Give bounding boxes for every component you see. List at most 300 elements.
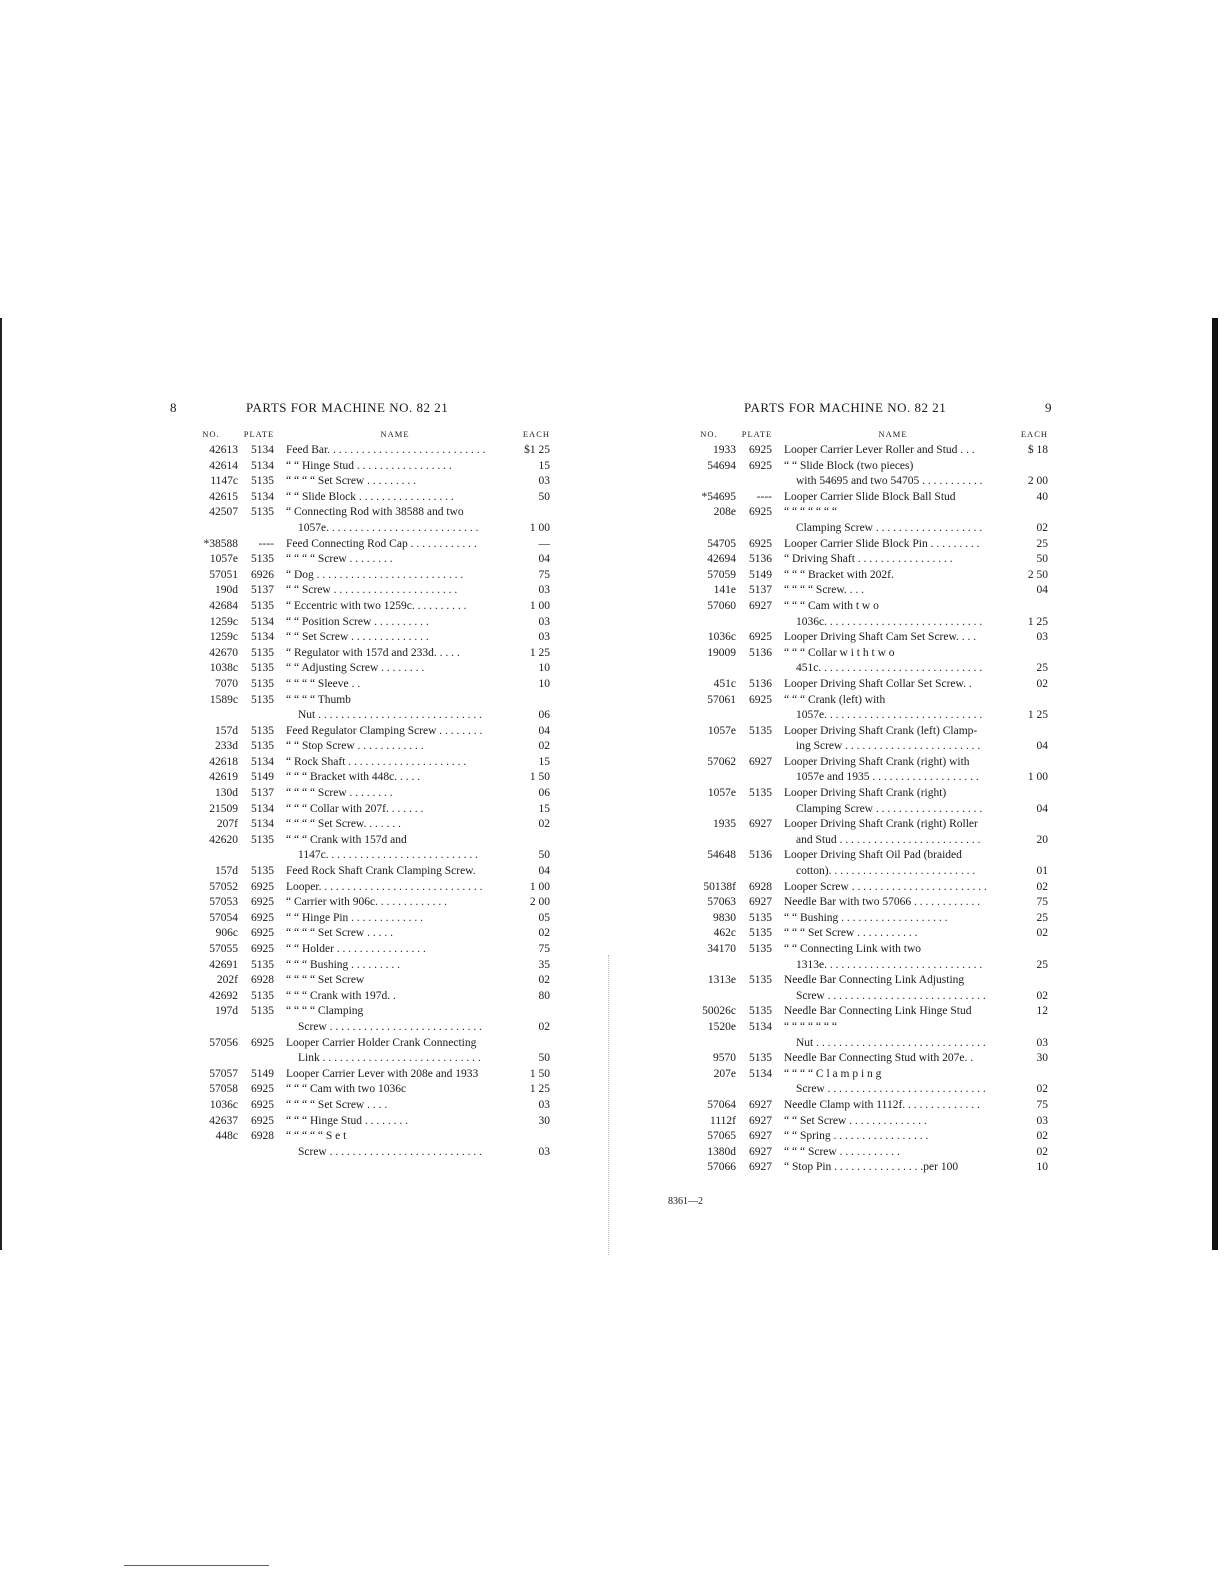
plate-number: 5134	[251, 631, 274, 644]
part-price: 06	[538, 709, 550, 722]
plate-number: 5135	[251, 958, 274, 971]
part-name: “ “ “ “ “ S e t	[286, 1130, 347, 1143]
plate-number	[736, 474, 778, 490]
page-fold	[608, 955, 610, 1255]
parts-row	[668, 521, 1048, 537]
plate-number: 6925	[251, 1083, 274, 1096]
part-name: “ Rock Shaft . . . . . . . . . . . . . . . . . . . . .	[286, 755, 467, 768]
plate-number: 5135	[251, 553, 274, 566]
part-number: 57054	[209, 911, 238, 924]
part-name: Nut . . . . . . . . . . . . . . . . . . . . . . . . . . . . . .	[796, 1036, 986, 1049]
plate-number: 6925	[749, 537, 772, 550]
left-page	[170, 400, 550, 1160]
col-plate: PLATE	[243, 429, 275, 439]
parts-row	[668, 770, 1048, 786]
parts-row	[668, 755, 1048, 771]
parts-row	[668, 630, 1048, 646]
part-number	[668, 958, 736, 974]
part-name: “ “ “ Bracket with 202f.	[784, 568, 894, 581]
part-number: 9830	[713, 911, 736, 924]
part-number	[668, 474, 736, 490]
part-price: 15	[538, 755, 550, 768]
parts-row	[170, 895, 550, 911]
plate-number: 5134	[251, 802, 274, 815]
part-number	[668, 1036, 736, 1052]
part-name: “ “ “ Collar with 207f. . . . . . .	[286, 802, 424, 815]
parts-row	[668, 708, 1048, 724]
part-name: with 54695 and two 54705 . . . . . . . . . . .	[796, 475, 983, 488]
parts-row	[170, 817, 550, 833]
plate-number: 5135	[251, 662, 274, 675]
plate-number: 5134	[251, 490, 274, 503]
part-name: “ “ “ Crank with 197d. .	[286, 989, 396, 1002]
part-price: 03	[1036, 1114, 1048, 1127]
left-running-title: PARTS FOR MACHINE NO. 82 21	[246, 400, 449, 415]
part-price: 05	[538, 911, 550, 924]
left-page-number: 8	[170, 400, 177, 415]
part-number: 42618	[209, 755, 238, 768]
bottom-link-line[interactable]	[124, 1565, 269, 1566]
part-number: 57061	[707, 693, 736, 706]
parts-row	[668, 926, 1048, 942]
plate-number: 5134	[251, 615, 274, 628]
part-name: Needle Bar with two 57066 . . . . . . . . . . . .	[784, 896, 981, 909]
part-name: Needle Bar Connecting Stud with 207e. .	[784, 1052, 974, 1065]
part-number	[668, 802, 736, 818]
parts-row	[668, 537, 1048, 553]
part-name: “ “ Spring . . . . . . . . . . . . . . . . .	[784, 1130, 929, 1143]
part-number: 57055	[209, 943, 238, 955]
part-name: 1147c. . . . . . . . . . . . . . . . . . . . . . . . . . .	[298, 849, 479, 862]
plate-number: 5135	[251, 989, 274, 1002]
plate-number: 6925	[749, 459, 772, 472]
part-name: “ “ “ “ Screw . . . . . . . .	[286, 787, 393, 800]
parts-row	[668, 1004, 1048, 1020]
plate-number: 5135	[749, 724, 772, 737]
part-name: “ “ “ Cam with two 1036c	[286, 1083, 407, 1096]
part-number: 42670	[209, 646, 238, 659]
part-name: 1057e. . . . . . . . . . . . . . . . . . . . . . . . . . . .	[796, 709, 983, 722]
plate-number: 5134	[749, 1067, 772, 1080]
plate-number: 5135	[251, 506, 274, 519]
part-name: Looper Driving Shaft Crank (left) Clamp-	[784, 724, 978, 737]
part-price: 03	[538, 1145, 550, 1158]
plate-number: 5149	[251, 771, 274, 784]
parts-row	[170, 490, 550, 506]
plate-number	[238, 848, 280, 864]
parts-row	[668, 1036, 1048, 1052]
part-price: 50	[538, 490, 550, 503]
part-name: “ Driving Shaft . . . . . . . . . . . . . . . . .	[784, 553, 953, 566]
part-price: 02	[538, 818, 550, 831]
part-name: 1057e and 1935 . . . . . . . . . . . . . . . . . . .	[796, 771, 979, 784]
part-price: 1 25	[1027, 709, 1048, 722]
part-number: 57051	[209, 568, 238, 581]
plate-number: 6927	[749, 755, 772, 768]
part-price: —	[538, 537, 550, 550]
part-number	[668, 770, 736, 786]
part-number	[668, 615, 736, 631]
col-name: NAME	[380, 429, 410, 439]
part-number: 57065	[707, 1130, 736, 1143]
part-price: 02	[1036, 927, 1048, 940]
part-name: Feed Rock Shaft Crank Clamping Screw.	[286, 865, 476, 878]
scan-edge-left	[0, 318, 2, 1250]
plate-number: 5134	[251, 818, 274, 831]
parts-row	[668, 474, 1048, 490]
plate-number: 5134	[251, 755, 274, 768]
part-price: 20	[1036, 833, 1048, 846]
plate-number: 5137	[749, 584, 772, 597]
part-number	[668, 833, 736, 849]
part-name: “ “ “ Screw . . . . . . . . . . .	[784, 1145, 900, 1158]
part-name: Looper Driving Shaft Oil Pad (braided	[784, 849, 962, 862]
plate-number	[736, 708, 778, 724]
part-name: “ “ “ “ Set Screw. . . . . . .	[286, 818, 401, 831]
part-price: 03	[538, 631, 550, 644]
part-number	[668, 989, 736, 1005]
plate-number: 5135	[251, 1005, 274, 1018]
part-number: 130d	[215, 787, 238, 800]
part-price: 04	[538, 865, 550, 878]
part-number: 1935	[713, 818, 736, 831]
part-number: 190d	[215, 584, 238, 597]
part-name: “ “ Hinge Pin . . . . . . . . . . . . .	[286, 911, 424, 924]
plate-number: 6925	[251, 880, 274, 893]
part-name: Link . . . . . . . . . . . . . . . . . . . . . . . . . . . .	[298, 1052, 481, 1065]
parts-row	[170, 1082, 550, 1098]
part-name: “ “ Set Screw . . . . . . . . . . . . . .	[286, 631, 429, 644]
part-price: 02	[1036, 1083, 1048, 1096]
plate-number: 5137	[251, 584, 274, 597]
part-name: Looper Carrier Lever with 208e and 1933	[286, 1067, 479, 1080]
plate-number	[736, 521, 778, 537]
plate-number: 6925	[251, 911, 274, 924]
part-price: 02	[1036, 989, 1048, 1002]
part-number: 1589c	[209, 693, 238, 706]
part-number: 57064	[707, 1098, 736, 1111]
plate-number: 5135	[749, 1005, 772, 1018]
part-price: 03	[538, 615, 550, 628]
part-number: 7070	[215, 677, 238, 690]
part-name: Nut . . . . . . . . . . . . . . . . . . . . . . . . . . . . .	[298, 709, 482, 722]
parts-row	[668, 677, 1048, 693]
part-price: 1 50	[529, 1067, 550, 1080]
parts-row	[170, 459, 550, 475]
parts-row	[170, 583, 550, 599]
part-number: 57066	[707, 1161, 736, 1174]
plate-number: 6925	[251, 1114, 274, 1127]
parts-row	[668, 693, 1048, 709]
part-name: “ “ “ Crank with 157d and	[286, 833, 407, 846]
plate-number: 5135	[251, 724, 274, 737]
part-price: 02	[1036, 1145, 1048, 1158]
parts-row	[170, 833, 550, 849]
part-price: 1 00	[529, 880, 550, 893]
part-name: Looper Carrier Lever Roller and Stud . . .	[784, 444, 975, 456]
part-price	[1008, 942, 1048, 958]
part-price: 02	[538, 1020, 550, 1033]
part-price: 1 25	[529, 646, 550, 659]
part-price	[510, 833, 550, 849]
part-name: Feed Regulator Clamping Screw . . . . . . . .	[286, 724, 483, 737]
parts-row	[668, 443, 1048, 459]
parts-row	[170, 848, 550, 864]
part-name: “ “ Screw . . . . . . . . . . . . . . . . . . . . . .	[286, 584, 458, 597]
part-price: 04	[1036, 802, 1048, 815]
right-table-body	[668, 443, 1048, 1176]
part-price	[510, 1036, 550, 1052]
part-number: 1147c	[210, 475, 238, 488]
part-price: 75	[1036, 896, 1048, 909]
part-price	[1008, 724, 1048, 740]
part-number: 1259c	[209, 615, 238, 628]
part-name: “ “ “ “ C l a m p i n g	[784, 1067, 882, 1080]
plate-number: 5135	[749, 943, 772, 955]
parts-row	[668, 833, 1048, 849]
part-name: “ Stop Pin . . . . . . . . . . . . . . . .per 100	[784, 1161, 959, 1174]
right-running-head	[668, 400, 1052, 422]
part-name: 1036c. . . . . . . . . . . . . . . . . . . . . . . . . . . .	[796, 615, 983, 628]
plate-number: 6925	[251, 1036, 274, 1049]
part-price: 03	[538, 475, 550, 488]
part-name: “ “ “ “ Screw . . . . . . . .	[286, 553, 393, 566]
part-name: “ Dog . . . . . . . . . . . . . . . . . . . . . . . . . .	[286, 568, 464, 581]
part-price: 1 25	[529, 1083, 550, 1096]
plate-number: 5134	[251, 444, 274, 456]
plate-number: 6925	[749, 631, 772, 644]
parts-row	[668, 599, 1048, 615]
part-price: 03	[538, 584, 550, 597]
part-number: 57062	[707, 755, 736, 768]
part-name: Looper Screw . . . . . . . . . . . . . . . . . . . . . . . .	[784, 880, 987, 893]
part-number: 1520e	[707, 1020, 736, 1033]
plate-number	[736, 1036, 778, 1052]
left-running-head	[170, 400, 550, 422]
part-number: 1057e	[707, 787, 736, 800]
parts-row	[668, 1114, 1048, 1130]
plate-number	[238, 1051, 280, 1067]
part-number: 42615	[209, 490, 238, 503]
part-price	[510, 1004, 550, 1020]
parts-row	[170, 646, 550, 662]
part-number: *54695	[701, 490, 736, 503]
part-name: Clamping Screw . . . . . . . . . . . . . . . . . . .	[796, 802, 983, 815]
parts-row	[668, 864, 1048, 880]
parts-row	[170, 1129, 550, 1145]
part-price: 50	[538, 1052, 550, 1065]
part-number	[668, 661, 736, 677]
part-number: 906c	[215, 927, 238, 940]
parts-row	[170, 1145, 550, 1161]
part-number: 57060	[707, 599, 736, 612]
part-number: 50026c	[702, 1005, 736, 1018]
plate-number: 5135	[749, 974, 772, 987]
plate-number: 6928	[251, 974, 274, 987]
parts-row	[668, 615, 1048, 631]
part-number: 42691	[209, 958, 238, 971]
right-page-number: 9	[1045, 400, 1052, 415]
plate-number: 5135	[251, 677, 274, 690]
parts-row	[668, 958, 1048, 974]
part-number	[170, 848, 238, 864]
parts-row	[170, 958, 550, 974]
part-name: “ Connecting Rod with 38588 and two	[286, 506, 464, 519]
plate-number: 6927	[749, 896, 772, 909]
parts-row	[668, 1082, 1048, 1098]
plate-number: 5135	[251, 475, 274, 488]
parts-row	[170, 942, 550, 958]
part-name: “ “ “ Hinge Stud . . . . . . . .	[286, 1114, 409, 1127]
part-name: Feed Connecting Rod Cap . . . . . . . . . . . .	[286, 537, 477, 550]
plate-number: 5135	[749, 911, 772, 924]
parts-row	[170, 443, 550, 459]
parts-row	[668, 583, 1048, 599]
parts-row	[170, 1004, 550, 1020]
part-number: 42684	[209, 599, 238, 612]
part-number: 42694	[707, 553, 736, 566]
parts-row	[170, 926, 550, 942]
part-price	[1008, 786, 1048, 802]
part-price: 15	[538, 459, 550, 472]
plate-number	[238, 521, 280, 537]
part-number	[170, 521, 238, 537]
part-name: Looper Driving Shaft Crank (right) with	[784, 755, 970, 768]
plate-number	[238, 1020, 280, 1036]
plate-number: 6927	[749, 1145, 772, 1158]
plate-number: 5135	[251, 693, 274, 706]
part-number	[170, 708, 238, 724]
parts-row	[170, 599, 550, 615]
part-number: 42507	[209, 506, 238, 519]
parts-row	[668, 1098, 1048, 1114]
part-number: 448c	[215, 1130, 238, 1143]
plate-number: 6927	[749, 1114, 772, 1127]
part-price: 30	[538, 1114, 550, 1127]
part-name: Screw . . . . . . . . . . . . . . . . . . . . . . . . . . . .	[796, 989, 986, 1002]
part-name: “ “ “ Collar w i t h t w o	[784, 646, 895, 659]
part-name: “ Regulator with 157d and 233d. . . . .	[286, 646, 460, 659]
parts-row	[170, 537, 550, 553]
part-name: “ “ “ “ Sleeve . .	[286, 677, 361, 690]
part-price: 75	[538, 568, 550, 581]
plate-number: 5149	[251, 1067, 274, 1080]
part-number: 1933	[713, 444, 736, 456]
part-price: 03	[538, 1098, 550, 1111]
part-price: 75	[538, 943, 550, 955]
part-name: “ “ Slide Block (two pieces)	[784, 459, 914, 472]
parts-row	[170, 1020, 550, 1036]
parts-row	[668, 459, 1048, 475]
parts-row	[668, 505, 1048, 521]
part-number	[170, 1145, 238, 1161]
parts-row	[170, 661, 550, 677]
parts-row	[668, 817, 1048, 833]
part-price: 02	[1036, 521, 1048, 534]
part-price: 1 50	[529, 771, 550, 784]
plate-number: 5134	[749, 1020, 772, 1033]
part-name: Feed Bar. . . . . . . . . . . . . . . . . . . . . . . . . . . .	[286, 444, 486, 456]
parts-row	[170, 568, 550, 584]
right-table-header	[668, 426, 1048, 443]
part-price	[510, 693, 550, 709]
plate-number: 5136	[749, 849, 772, 862]
parts-row	[170, 755, 550, 771]
part-number: 57053	[209, 896, 238, 909]
part-price	[1008, 459, 1048, 475]
part-price: 02	[1036, 1130, 1048, 1143]
plate-number: 6925	[749, 693, 772, 706]
plate-number: 5136	[749, 646, 772, 659]
parts-row	[668, 1160, 1048, 1176]
parts-row	[170, 693, 550, 709]
part-name: “ “ Connecting Link with two	[784, 943, 922, 955]
part-name: “ Eccentric with two 1259c. . . . . . . . . .	[286, 599, 467, 612]
part-number: 57052	[209, 880, 238, 893]
part-price: 2 00	[529, 896, 550, 909]
part-price	[1008, 693, 1048, 709]
part-name: Screw . . . . . . . . . . . . . . . . . . . . . . . . . . .	[298, 1020, 482, 1033]
parts-row	[170, 880, 550, 896]
part-name: Screw . . . . . . . . . . . . . . . . . . . . . . . . . . .	[298, 1145, 482, 1158]
plate-number: 5137	[251, 787, 274, 800]
part-name: “ Carrier with 906c. . . . . . . . . . . . .	[286, 896, 447, 909]
part-number	[170, 1020, 238, 1036]
part-name: Needle Bar Connecting Link Adjusting	[784, 974, 965, 987]
left-parts-table	[170, 426, 550, 1160]
col-plate: PLATE	[741, 429, 773, 439]
plate-number: 6925	[251, 927, 274, 940]
part-name: “ “ “ Set Screw . . . . . . . . . . .	[784, 927, 918, 940]
part-price: $1 25	[524, 444, 550, 456]
part-number: 9570	[713, 1052, 736, 1065]
parts-row	[668, 552, 1048, 568]
parts-row	[170, 989, 550, 1005]
plate-number: 5136	[749, 677, 772, 690]
part-number: 197d	[215, 1005, 238, 1018]
plate-number: 5134	[251, 459, 274, 472]
part-price: 25	[1036, 662, 1048, 675]
part-name: “ “ “ “ Set Screw	[286, 974, 365, 987]
parts-row	[668, 646, 1048, 662]
plate-number: 5135	[749, 1052, 772, 1065]
part-price	[1008, 599, 1048, 615]
part-name: ing Screw . . . . . . . . . . . . . . . . . . . . . . . .	[796, 740, 981, 753]
part-name: 1313e. . . . . . . . . . . . . . . . . . . . . . . . . . . .	[796, 958, 983, 971]
parts-row	[668, 739, 1048, 755]
plate-number	[238, 1145, 280, 1161]
plate-number	[736, 989, 778, 1005]
part-name: “ “ Adjusting Screw . . . . . . . .	[286, 662, 425, 675]
part-price: 25	[1036, 958, 1048, 971]
part-number	[668, 864, 736, 880]
part-number: 57056	[209, 1036, 238, 1049]
part-name: “ “ “ “ Set Screw . . . .	[286, 1098, 388, 1111]
part-number: 1036c	[209, 1098, 238, 1111]
parts-row	[170, 1067, 550, 1083]
part-price: 2 50	[1027, 568, 1048, 581]
part-name: Clamping Screw . . . . . . . . . . . . . . . . . . .	[796, 521, 983, 534]
part-name: 1057e. . . . . . . . . . . . . . . . . . . . . . . . . . .	[298, 521, 479, 534]
plate-number: 6925	[251, 896, 274, 909]
plate-number	[736, 802, 778, 818]
parts-row	[170, 739, 550, 755]
plate-number	[736, 833, 778, 849]
plate-number: 6928	[749, 880, 772, 893]
parts-row	[170, 1036, 550, 1052]
part-number: 462c	[713, 927, 736, 940]
part-price: 15	[538, 802, 550, 815]
